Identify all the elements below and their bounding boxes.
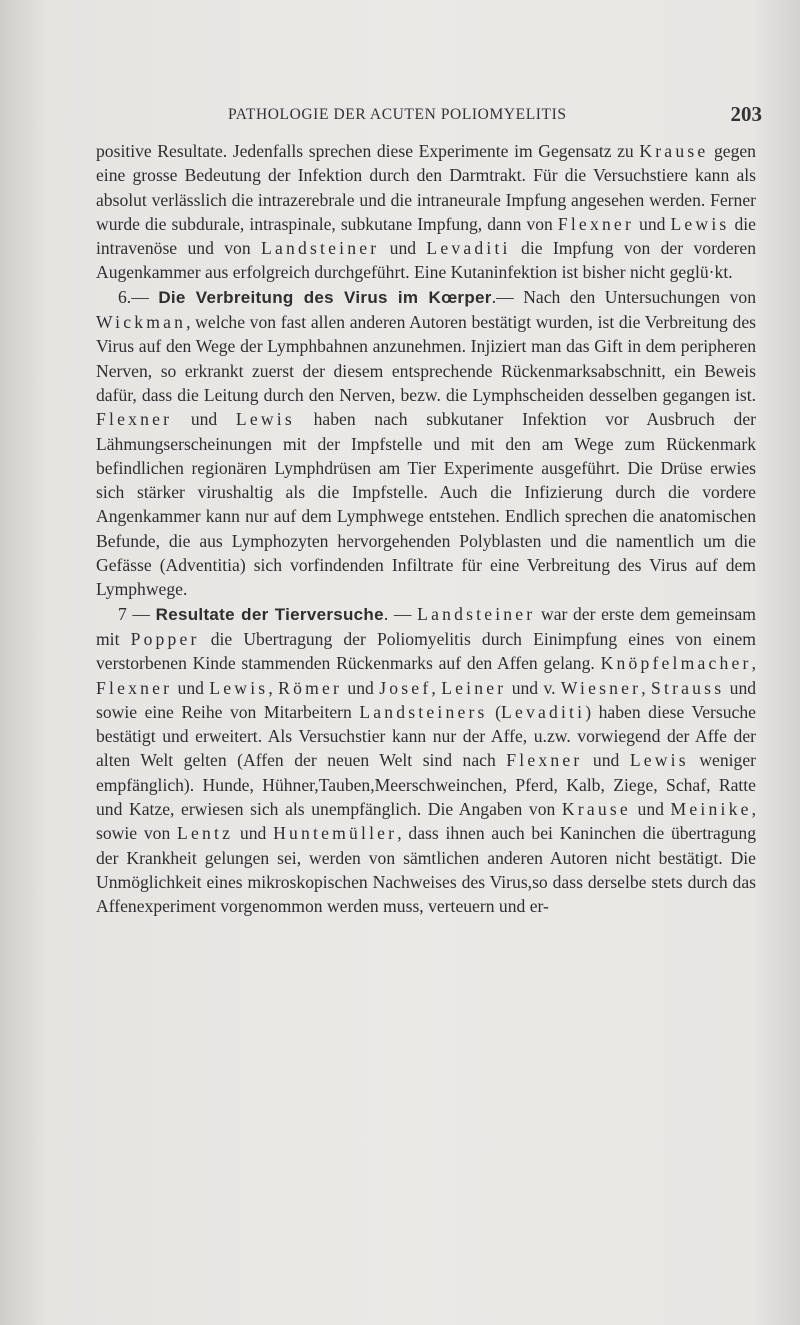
author-name: Levaditi (501, 701, 586, 722)
text-run: und (233, 823, 274, 844)
author-name: Leiner (441, 677, 507, 698)
text-run: und (172, 677, 210, 698)
author-name: Knöpfelmacher (600, 653, 752, 674)
text-run: und (582, 750, 630, 771)
text-run: haben nach subkutaner Infektion vor Ausbruch der Lähmungserscheinungen mit der Impfstelle und mit den am Wege zum Rückenmark befindlichen regionären Lymphdrüsen am Tier Experimente ausgeführt. Die Drüse erwies sich stärker virushaltig als die Impfstelle. Auch die Infizierung durch die vordere Angenkammer kann nur auf dem Lymphwege entstehen. Endlich sprechen die anatomischen Befunde, die aus Lymphozyten hervorgehenden Polyblasten und die namentlich um die Gefässe (Adventitia) sich vorfindenden Infiltrate für eine Verbreitung des Virus auf dem Lymphwege. (96, 409, 756, 600)
paragraph-impfung (96, 139, 756, 285)
text-run: . — (383, 603, 418, 624)
section-heading: Resultate der Tierversuche (155, 604, 384, 624)
author-name: Lewis (670, 213, 730, 234)
author-name: Huntemüller (273, 823, 398, 844)
text-run: die intravenöse und von (96, 213, 756, 259)
author-name: Krause (561, 799, 631, 820)
page-number: 203 (730, 102, 762, 126)
author-name: Landsteiner (417, 603, 536, 624)
text-run: und (172, 409, 236, 430)
section-number: 7 — (118, 603, 156, 624)
text-run: und (379, 238, 427, 259)
author-name: Lewis (235, 409, 295, 430)
text-run: und (630, 799, 671, 820)
text-run: gegen eine grosse Bedeutung der Infektion durch den Darmtrakt. Für die Versuchstiere kann als absolut verlässlich die intrazerebrale und die intraneurale Impfung angesehen werden. Ferner wurde die subdurale, intraspinale, subkutane Impfung, dann von (96, 141, 756, 234)
author-name: Levaditi (426, 238, 511, 259)
text-run: ( (487, 701, 501, 722)
text-run: , (431, 677, 442, 698)
text-run: , sowie von (96, 799, 756, 844)
author-name: Flexner (96, 677, 173, 698)
text-run: und v. (506, 677, 561, 698)
body-text (96, 139, 756, 919)
author-name: Römer (278, 677, 343, 698)
author-name: Lewis (209, 677, 269, 698)
text-run: , (268, 677, 279, 698)
author-name: Lentz (177, 823, 234, 844)
author-name: Meinike (670, 799, 752, 820)
section-number: 6.— (118, 286, 159, 307)
text-run: , (641, 677, 652, 698)
text-run: war der erste dem gemeinsam mit (96, 603, 756, 649)
author-name: Landsteiner (261, 238, 380, 259)
author-name: Krause (639, 141, 709, 161)
text-run: , (751, 653, 756, 674)
page-header (92, 104, 762, 130)
author-name: Strauss (651, 677, 725, 698)
author-name: Landsteiners (359, 701, 488, 722)
paragraph-tierversuche (96, 602, 756, 919)
text-run: die Impfung von der vorderen Augenkammer aus erfolgreich durchgeführt. Eine Kutaninfektion ist bisher nicht geglü·kt. (96, 238, 757, 283)
text-run: die Ubertragung der Poliomyelitis durch Einimpfung eines von einem verstorbenen Kinde stammenden Rückenmarks auf den Affen gelang. (96, 628, 756, 674)
text-run: und sowie eine Reihe von Mitarbeitern (96, 677, 757, 722)
text-run: weniger empfänglich). Hunde, Hühner,Tauben,Meerschweinchen, Pferd, Kalb, Ziege, Schaf, Ratte und Katze, erwiesen sich als unempfänglich. Die Angaben von (96, 750, 756, 820)
text-run: ) haben diese Versuche bestätigt und erweitert. Als Versuchstier kann nur der Affe, u.zw. vorwiegend der Affe der alten Welt gelten (Affen der neuen Welt sind nach (96, 701, 756, 771)
text-run: , dass ihnen auch bei Kaninchen die übertragung der Krankheit gelungen sei, werden von sämtlichen anderen Autoren nicht bestätigt. Die Unmöglichkeit eines mikroskopischen Nachweises des Virus,so dass derselbe stets durch das Affenexperiment vorgenommon werden muss, verteuern und er- (96, 823, 757, 917)
author-name: Wickman (96, 312, 187, 333)
author-name: Popper (130, 628, 200, 649)
section-heading: Die Verbreitung des Virus im Kœrper (158, 287, 492, 307)
text-run: und (634, 213, 671, 234)
text-run: und (342, 677, 380, 698)
author-name: Flexner (96, 409, 173, 430)
text-run: .— Nach den Untersuchungen von (491, 286, 756, 307)
running-title: PATHOLOGIE DER ACUTEN POLIOMYELITIS (228, 106, 567, 123)
text-run: , welche von fast allen anderen Autoren bestätigt wurden, ist die Verbreitung des Virus auf den Wege der Lymphbahnen anzunehmen. Injiziert man das Gift in dem peripheren Nerven, so erkrankt zuerst der diesem entsprechende Rückenmarksabschnitt, ein Beweis dafür, dass die Leitung durch den Nerven, bezw. die Lymphscheiden desselben gegangen ist. (96, 312, 756, 405)
author-name: Flexner (557, 213, 635, 234)
text-run: positive Resultate. Jedenfalls sprechen diese Experimente im Gegensatz zu (96, 141, 640, 161)
paragraph-verbreitung (96, 285, 756, 602)
author-name: Josef (379, 677, 432, 698)
author-name: Wiesner (560, 677, 642, 698)
author-name: Lewis (629, 750, 689, 771)
author-name: Flexner (506, 750, 583, 771)
